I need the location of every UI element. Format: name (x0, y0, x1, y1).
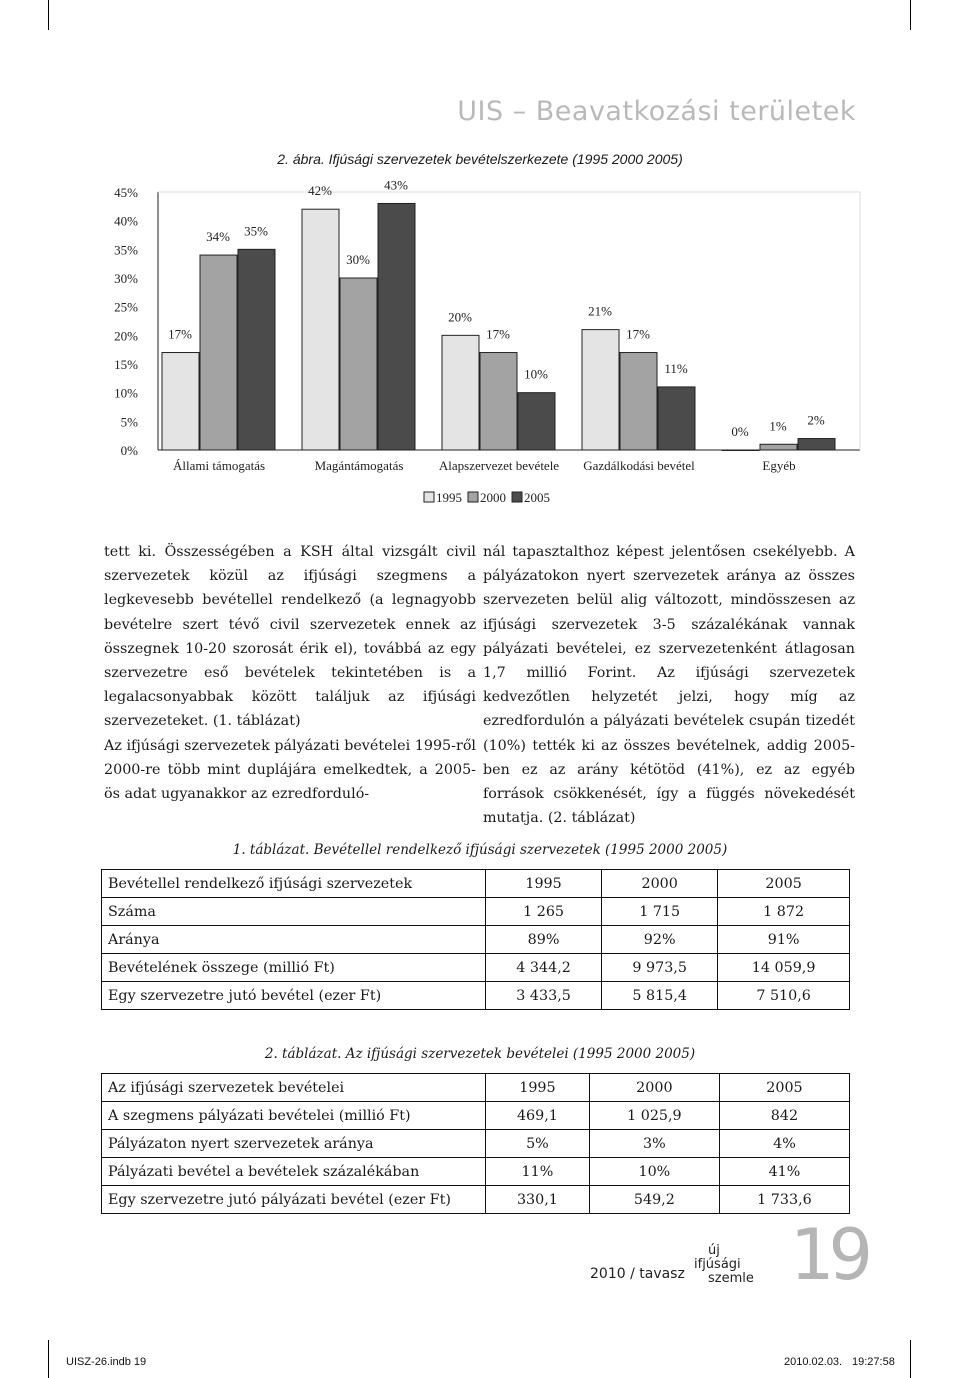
table-row (102, 954, 850, 982)
table-cell: 5 815,4 (602, 982, 718, 1010)
data-label: 10% (524, 366, 548, 382)
table-cell: 9 973,5 (602, 954, 718, 982)
bar (162, 353, 199, 450)
bar (480, 353, 517, 450)
table-cell: 10% (589, 1158, 719, 1186)
row-label: Bevételének összege (millió Ft) (102, 954, 486, 982)
paragraph: nál tapasztalthoz képest jelentősen csekélyebb. A pályázatokon nyert szervezetek aránya az összes szervezeten belül alig változott, mindösszesen az ifjúsági szervezetek 3-5 százalékának vannak pályázati bevételei, ez szervezetenként átlagosan 1,7 millió Forint. Az ifjúsági szervezetek kedvezőtlen helyzetét jelzi, hogy míg az ezredfordulón a pályázati bevételek csupán tizedét (10%) tették ki az összes bevételnek, addig 2005-ben ez az arány kétötöd (41%), ez az egyéb források csökkenését, így a függés növekedését mutatja. (2. táblázat) (483, 544, 855, 827)
bar (442, 335, 479, 450)
x-tick-label: Egyéb (762, 458, 796, 473)
table-cell: 2000 (589, 1074, 719, 1102)
legend-label: 1995 (436, 490, 462, 505)
bar (518, 393, 555, 450)
table-row (102, 1186, 850, 1214)
data-label: 20% (448, 309, 472, 325)
table-cell: 1995 (486, 1074, 590, 1102)
bar (798, 439, 835, 450)
bar (760, 444, 797, 450)
y-tick-label: 0% (120, 443, 138, 458)
table-cell: 1995 (486, 870, 602, 898)
data-label: 0% (731, 424, 749, 439)
table-1 (101, 869, 850, 1010)
row-label: Pályázati bevétel a bevételek százalékában (102, 1158, 486, 1186)
bar (620, 353, 657, 450)
figure-caption: 2. ábra. Ifjúsági szervezetek bevételszerkezete (1995 2000 2005) (277, 151, 683, 167)
bar (200, 255, 237, 450)
print-time: 19:27:58 (852, 1356, 895, 1368)
print-date: 2010.02.03. (784, 1356, 843, 1368)
data-label: 17% (486, 326, 510, 342)
x-tick-label: Alapszervezet bevétele (438, 458, 560, 473)
crop-mark (48, 0, 49, 30)
table-cell: 11% (486, 1158, 590, 1186)
table-cell: 1 265 (486, 898, 602, 926)
table-cell: 5% (486, 1130, 590, 1158)
table1-caption: 1. táblázat. Bevétellel rendelkező ifjúsági szervezetek (1995 2000 2005) (232, 842, 728, 858)
table-cell: 842 (719, 1102, 849, 1130)
bar (340, 278, 377, 450)
table-cell: 91% (718, 926, 850, 954)
table-cell: 14 059,9 (718, 954, 850, 982)
data-label: 42% (308, 183, 332, 199)
table-cell: 92% (602, 926, 718, 954)
table-cell: 2005 (719, 1074, 849, 1102)
row-label: Egy szervezetre jutó pályázati bevétel (ezer Ft) (102, 1186, 486, 1214)
table-row (102, 982, 850, 1010)
table-cell: 1 715 (602, 898, 718, 926)
table-cell: 7 510,6 (718, 982, 850, 1010)
row-label: Pályázaton nyert szervezetek aránya (102, 1130, 486, 1158)
legend-label: 2000 (480, 490, 506, 505)
issue-label: 2010 / tavasz (590, 1266, 685, 1282)
bar (582, 330, 619, 450)
legend-swatch (468, 492, 478, 502)
table-cell: 89% (486, 926, 602, 954)
table-cell: 2000 (602, 870, 718, 898)
y-tick-label: 10% (114, 385, 138, 401)
table-row (102, 870, 850, 898)
row-label: Az ifjúsági szervezetek bevételei (102, 1074, 486, 1102)
data-label: 21% (588, 303, 612, 319)
table-cell: 1 733,6 (719, 1186, 849, 1214)
table-cell: 4 344,2 (486, 954, 602, 982)
x-tick-label: Állami támogatás (172, 458, 266, 473)
logo-line: új (708, 1243, 720, 1258)
y-tick-label: 5% (120, 414, 138, 430)
data-label: 17% (626, 326, 650, 342)
y-tick-label: 35% (114, 242, 138, 258)
table-cell: 3% (589, 1130, 719, 1158)
legend-swatch (512, 492, 522, 502)
table-row (102, 1074, 850, 1102)
y-tick-label: 40% (114, 213, 138, 229)
bar (302, 209, 339, 450)
row-label: Száma (102, 898, 486, 926)
table-cell: 1 872 (718, 898, 850, 926)
y-tick-label: 30% (114, 271, 138, 286)
y-tick-label: 25% (114, 299, 138, 315)
table-row (102, 1158, 850, 1186)
table-cell: 330,1 (486, 1186, 590, 1214)
text-column-left (104, 540, 476, 806)
crop-mark (910, 1340, 911, 1378)
table-row (102, 898, 850, 926)
paragraph: Az ifjúsági szervezetek pályázati bevételei 1995-ről 2000-re több mint duplájára emelkedtek, a 2005-ös adat ugyanakkor az ezredforduló- (104, 737, 476, 803)
data-label: 17% (168, 326, 192, 342)
paragraph: tett ki. Összességében a KSH által vizsgált civil szervezetek közül az ifjúsági szegmens a legkevesebb bevétellel rendelkező (a legnagyobb bevételre szert tévő civil szervezetek ennek az összegnek 10-20 szorosát érik el), továbbá az egy szervezetre eső bevételek tekintetében is a legalacsonyabbak között találjuk az ifjúsági szervezeteket. (1. táblázat) (104, 544, 476, 730)
logo-line: szemle (708, 1271, 754, 1286)
table2-caption: 2. táblázat. Az ifjúsági szervezetek bevételei (1995 2000 2005) (264, 1046, 696, 1062)
data-label: 35% (244, 223, 268, 239)
row-label: Egy szervezetre jutó bevétel (ezer Ft) (102, 982, 486, 1010)
bar (658, 387, 695, 450)
table-cell: 3 433,5 (486, 982, 602, 1010)
bar (238, 249, 275, 450)
table-cell: 549,2 (589, 1186, 719, 1214)
table-row (102, 926, 850, 954)
print-file: UISZ-26.indb 19 (66, 1356, 147, 1368)
table-cell: 4% (719, 1130, 849, 1158)
table-cell: 469,1 (486, 1102, 590, 1130)
data-label: 11% (664, 360, 688, 376)
bar (378, 203, 415, 450)
legend-label: 2005 (524, 490, 550, 505)
data-label: 2% (807, 412, 825, 428)
crop-mark (910, 0, 911, 30)
table-row (102, 1102, 850, 1130)
table-cell: 1 025,9 (589, 1102, 719, 1130)
crop-mark (48, 1340, 49, 1378)
bar (722, 450, 759, 451)
table-cell: 41% (719, 1158, 849, 1186)
x-tick-label: Magántámogatás (314, 458, 404, 473)
page-number: 19 (790, 1214, 868, 1296)
x-tick-label: Gazdálkodási bevétel (583, 458, 695, 473)
row-label: Aránya (102, 926, 486, 954)
table-row (102, 1130, 850, 1158)
y-tick-label: 15% (114, 357, 138, 372)
data-label: 43% (384, 177, 408, 193)
logo-line: ifjúsági (694, 1257, 741, 1272)
section-title: UIS – Beavatkozási területek (457, 96, 856, 127)
legend-swatch (424, 492, 434, 502)
data-label: 34% (206, 229, 230, 245)
y-tick-label: 20% (114, 328, 138, 344)
text-column-right (483, 540, 855, 830)
row-label: A szegmens pályázati bevételei (millió Ft) (102, 1102, 486, 1130)
journal-logo (694, 1244, 774, 1286)
data-label: 1% (769, 418, 787, 434)
y-tick-label: 45% (114, 185, 138, 200)
table-cell: 2005 (718, 870, 850, 898)
table-2 (101, 1073, 850, 1214)
data-label: 30% (346, 252, 370, 267)
row-label: Bevétellel rendelkező ifjúsági szervezetek (102, 870, 486, 898)
bar-chart (0, 170, 960, 515)
